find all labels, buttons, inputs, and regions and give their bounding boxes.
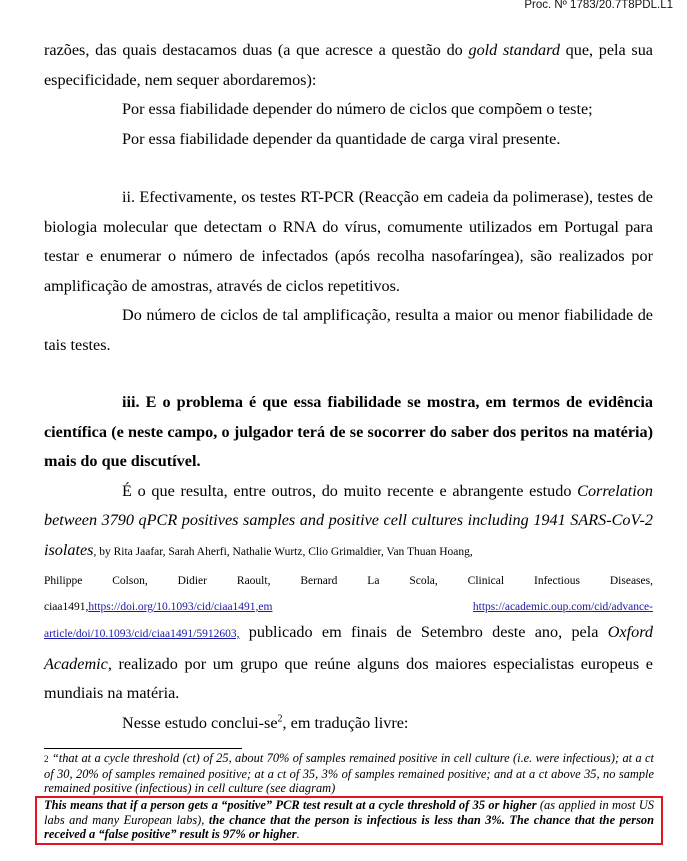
study-title: Correlation between 3790 qPCR positives samples and positive cell cultures including 1941 SARS-CoV-2 isolates bbox=[44, 481, 653, 559]
oup-link-cont[interactable]: article/doi/10.1093/cid/ciaa1491/5912603, bbox=[44, 628, 240, 640]
list-item: Por essa fiabilidade depender da quantidade de carga viral presente. bbox=[122, 129, 561, 148]
footnote-text: “that at a cycle threshold (ct) of 25, about 70% of samples remained positive in cell culture (i.e. were infectious); at a ct of 30, 20% of samples remained positive; at a ct of 35, 3% of samples remained positive; and at a ct above 35, no sample remained positive (infectious) in cell culture (see diagram) bbox=[44, 751, 654, 796]
text: This means that if a person gets a “positive” PCR test result at a cycle threshold of 35 or higher bbox=[44, 798, 537, 812]
text: , em tradução livre: bbox=[282, 713, 409, 732]
doi-link[interactable]: https://doi.org/10.1093/cid/ciaa1491,em bbox=[88, 601, 273, 613]
footnote bbox=[44, 751, 654, 796]
paragraph-study bbox=[44, 477, 653, 568]
text: . bbox=[296, 827, 300, 842]
highlighted-quote bbox=[44, 798, 654, 842]
paragraph-publication bbox=[44, 618, 653, 709]
footnote-number: 2 bbox=[44, 754, 49, 764]
case-reference: Proc. Nº 1783/20.7T8PDL.L1 bbox=[524, 0, 673, 11]
paragraph-rt-pcr: ii. Efectivamente, os testes RT-PCR (Reacção em cadeia da polimerase), testes de biologia molecular que detectam o RNA do vírus, comumente utilizados em Portugal para testar e enumerar o número de infectados (após recolha nasofaríngea), são realizados por amplificação de amostras, através de ciclos repetitivos. bbox=[44, 188, 653, 295]
publisher-name: Oxford Academic bbox=[44, 623, 653, 673]
gold-standard-term: gold standard bbox=[468, 41, 560, 59]
text: the chance that the person is infectious is less than 3%. The chance that the person received a “false positive” result is 97% or higher bbox=[44, 812, 654, 842]
text: ciaa1491, bbox=[44, 601, 89, 613]
footnote-ref[interactable]: 2 bbox=[277, 713, 283, 725]
text: razões, das quais destacamos duas (a que acresce a questão do bbox=[44, 41, 469, 59]
text: (as applied in most US labs and many European labs), bbox=[44, 798, 654, 827]
study-links-line bbox=[44, 596, 653, 618]
paragraph-cycles: Do número de ciclos de tal amplificação, resulta a maior ou menor fiabilidade de tais testes. bbox=[44, 306, 653, 354]
text: , realizado por um grupo que reúne alguns dos maiores especialistas europeus e mundiais na matéria. bbox=[44, 654, 653, 702]
footnote-separator bbox=[44, 748, 242, 749]
study-authors: , by Rita Jaafar, Sarah Aherfi, Nathalie Wurtz, Clio Grimaldier, Van Thuan Hoang, bbox=[93, 545, 473, 558]
text: Nesse estudo conclui-se bbox=[122, 713, 278, 732]
document-body bbox=[44, 36, 653, 738]
paragraph-conclusion bbox=[44, 709, 653, 739]
text: que, pela sua especificidade, nem sequer abordaremos): bbox=[44, 41, 653, 89]
text: publicado em finais de Setembro deste ano, pela bbox=[239, 623, 608, 641]
paragraph-reasons bbox=[44, 36, 653, 95]
paragraph-problem: iii. E o problema é que essa fiabilidade se mostra, em termos de evidência científica (e neste campo, o julgador terá de se socorrer do saber dos peritos na matéria) mais do que discutível. bbox=[44, 393, 653, 470]
oup-link[interactable]: https://academic.oup.com/cid/advance- bbox=[472, 601, 653, 613]
list-item: Por essa fiabilidade depender do número de ciclos que compõem o teste; bbox=[122, 100, 593, 118]
text: É o que resulta, entre outros, do muito recente e abrangente estudo bbox=[122, 481, 578, 500]
study-authors-cont: Philippe Colson, Didier Raoult, Bernard La Scola, Clinical Infectious Diseases, bbox=[44, 575, 653, 587]
